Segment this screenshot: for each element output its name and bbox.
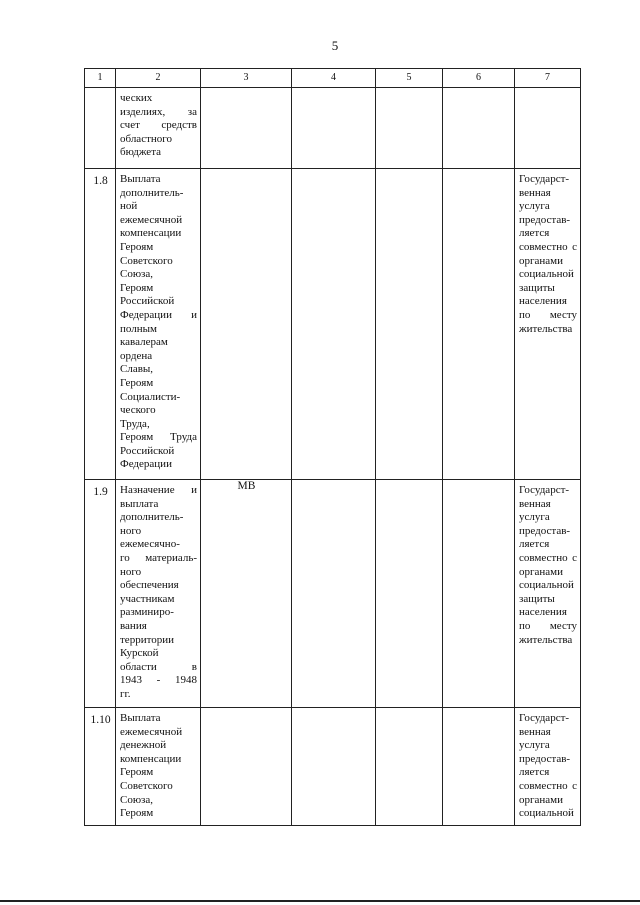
- col5-cell: [376, 88, 443, 169]
- cell-text-line: Назначение и: [120, 484, 197, 496]
- cell-text-line: Героям: [120, 240, 154, 253]
- col4-cell: [292, 708, 376, 826]
- table-row: [85, 708, 581, 826]
- header-cell-4: 4: [292, 69, 376, 88]
- cell-text-line: денежной: [120, 739, 167, 752]
- header-cell-7: 7: [515, 69, 581, 88]
- cell-text-line: социальной: [519, 807, 574, 820]
- cell-text-line: населения: [519, 295, 567, 308]
- cell-text-line: населения: [519, 606, 567, 619]
- cell-text-line: ной: [120, 200, 138, 213]
- cell-text-line: органами: [519, 793, 564, 806]
- cell-text-line: ческих: [120, 92, 153, 104]
- cell-text-line: бюджета: [120, 146, 162, 159]
- cell-text-line: Союза,: [120, 793, 154, 806]
- col3-cell: МВ: [201, 480, 292, 708]
- cell-text-line: Героям Труда: [120, 431, 197, 444]
- note-cell: [515, 88, 581, 169]
- cell-text-line: счет средств: [120, 119, 197, 132]
- col5-cell: [376, 480, 443, 708]
- note-cell: [515, 480, 581, 708]
- service-name-cell: [116, 708, 201, 826]
- table-row: [85, 169, 581, 480]
- row-number-cell: 1.8: [85, 169, 116, 480]
- cell-text-line: Выплата: [120, 173, 161, 185]
- row-number-cell: [85, 88, 116, 169]
- cell-text-line: го материаль-: [120, 551, 197, 564]
- cell-text-line: разминиро-: [120, 606, 174, 619]
- cell-text-line: Государст-: [519, 712, 570, 724]
- cell-text-line: ордена: [120, 349, 153, 362]
- cell-text-line: компенсации: [120, 752, 182, 765]
- col6-cell: [443, 708, 515, 826]
- cell-text-line: ежемесячно-: [120, 538, 180, 551]
- cell-text-line: Героям: [120, 376, 154, 389]
- cell-text-line: Российской: [120, 295, 175, 308]
- cell-text-line: венная: [519, 497, 551, 510]
- note-cell: [515, 169, 581, 480]
- cell-text-line: ежемесячной: [120, 213, 183, 226]
- cell-text-line: компенсации: [120, 227, 182, 240]
- cell-text-line: изделиях, за: [120, 105, 197, 118]
- cell-text-line: Славы,: [120, 363, 154, 376]
- cell-text-line: ляется: [519, 766, 550, 779]
- col6-cell: [443, 169, 515, 480]
- cell-text-line: ного: [120, 565, 142, 578]
- cell-text-line: социальной: [519, 579, 574, 592]
- col5-cell: [376, 708, 443, 826]
- scan-edge-line: [0, 900, 640, 902]
- cell-text-line: венная: [519, 725, 551, 738]
- table-header-row: [85, 69, 581, 88]
- col4-cell: [292, 480, 376, 708]
- col4-cell: [292, 88, 376, 169]
- cell-text-line: дополнитель-: [120, 511, 184, 524]
- cell-text-line: Государст-: [519, 484, 570, 496]
- cell-text-line: Героям: [120, 807, 154, 820]
- cell-text-line: совместно с: [519, 779, 577, 792]
- col6-cell: [443, 480, 515, 708]
- cell-text-line: Социалисти-: [120, 390, 181, 403]
- cell-text-line: услуга: [519, 200, 550, 213]
- cell-text-line: жительства: [519, 322, 573, 335]
- cell-text-line: органами: [519, 254, 564, 267]
- cell-text-line: Государст-: [519, 173, 570, 185]
- cell-text-line: полным: [120, 322, 157, 335]
- header-cell-2: 2: [116, 69, 201, 88]
- note-cell: [515, 708, 581, 826]
- cell-text-line: предостав-: [519, 524, 571, 537]
- cell-text-line: совместно с: [519, 240, 577, 253]
- header-cell-3: 3: [201, 69, 292, 88]
- col5-cell: [376, 169, 443, 480]
- cell-text-line: защиты: [519, 281, 555, 294]
- cell-text-line: вания: [120, 619, 147, 632]
- cell-text-line: Советского: [120, 254, 173, 267]
- cell-text-line: кавалерам: [120, 336, 168, 349]
- cell-text-line: Федерации: [120, 458, 172, 471]
- cell-text-line: Союза,: [120, 268, 154, 281]
- cell-text-line: по месту: [519, 619, 577, 632]
- cell-text-line: социальной: [519, 268, 574, 281]
- cell-text-line: Героям: [120, 766, 154, 779]
- cell-text-line: ческого: [120, 404, 156, 417]
- page-number: 5: [331, 38, 339, 53]
- cell-text-line: предостав-: [519, 213, 571, 226]
- cell-text-line: Федерации и: [120, 308, 197, 321]
- cell-text-line: услуга: [519, 511, 550, 524]
- cell-text-line: ного: [120, 524, 142, 537]
- cell-text-line: ляется: [519, 227, 550, 240]
- cell-text-line: Советского: [120, 779, 173, 792]
- row-number-cell: 1.10: [85, 708, 116, 826]
- cell-text-line: дополнитель-: [120, 186, 184, 199]
- cell-text-line: областного: [120, 132, 173, 145]
- cell-text-line: Российской: [120, 444, 175, 457]
- cell-text-line: защиты: [519, 592, 555, 605]
- cell-text-line: участникам: [120, 592, 175, 605]
- header-cell-5: 5: [376, 69, 443, 88]
- service-name-cell: [116, 88, 201, 169]
- cell-text-line: Героям: [120, 281, 154, 294]
- col3-cell: [201, 169, 292, 480]
- service-name-cell: [116, 169, 201, 480]
- col3-cell: [201, 88, 292, 169]
- cell-text-line: 1943 - 1948: [120, 674, 197, 687]
- cell-text-line: выплата: [120, 497, 159, 510]
- col3-cell: [201, 708, 292, 826]
- cell-text-line: территории: [120, 633, 175, 646]
- cell-text-line: Труда,: [120, 417, 150, 430]
- cell-text-line: органами: [519, 565, 564, 578]
- cell-text-line: гг.: [120, 687, 131, 700]
- header-cell-6: 6: [443, 69, 515, 88]
- cell-text-line: жительства: [519, 633, 573, 646]
- cell-text-line: по месту: [519, 308, 577, 321]
- cell-text-line: венная: [519, 186, 551, 199]
- cell-text-line: обеспечения: [120, 579, 179, 592]
- table-row: [85, 88, 581, 169]
- cell-text-line: области в: [120, 660, 197, 673]
- cell-text-line: Курской: [120, 647, 159, 660]
- cell-text-line: услуга: [519, 739, 550, 752]
- cell-text-line: ежемесячной: [120, 725, 183, 738]
- service-name-cell: [116, 480, 201, 708]
- cell-text-line: Выплата: [120, 712, 161, 724]
- row-number-cell: 1.9: [85, 480, 116, 708]
- services-table: [84, 68, 581, 826]
- table-row: [85, 480, 581, 708]
- cell-text-line: совместно с: [519, 551, 577, 564]
- cell-text-line: ляется: [519, 538, 550, 551]
- col6-cell: [443, 88, 515, 169]
- col4-cell: [292, 169, 376, 480]
- header-cell-1: 1: [85, 69, 116, 88]
- cell-text-line: предостав-: [519, 752, 571, 765]
